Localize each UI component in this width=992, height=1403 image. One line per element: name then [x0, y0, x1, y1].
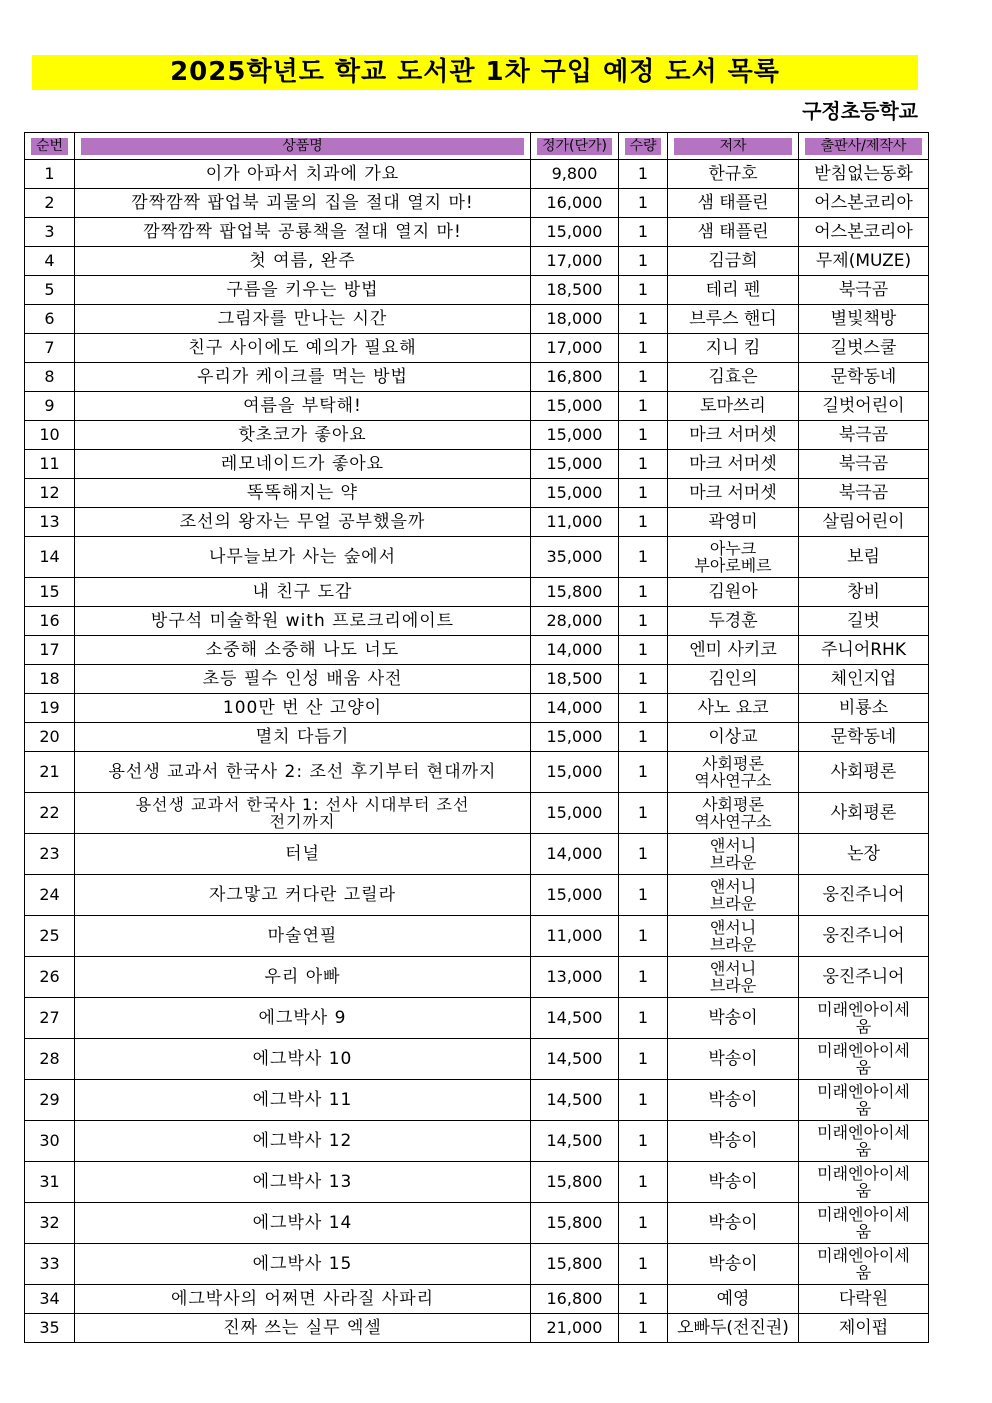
cell-author: 오빠두(전진권)	[668, 1314, 799, 1343]
cell-price: 14,000	[531, 694, 619, 723]
cell-quantity: 1	[619, 305, 668, 334]
cell-author: 브루스 핸디	[668, 305, 799, 334]
cell-author-line: 앤서니	[709, 959, 757, 978]
cell-publisher-line: 움	[855, 1058, 872, 1077]
cell-number: 14	[25, 537, 75, 578]
cell-publisher: 길벗스쿨	[799, 334, 929, 363]
cell-author	[668, 793, 799, 834]
cell-price: 15,000	[531, 450, 619, 479]
table-row	[25, 875, 929, 916]
cell-title: 용선생 교과서 한국사 2: 조선 후기부터 현대까지	[75, 752, 531, 793]
cell-quantity: 1	[619, 334, 668, 363]
header-publisher: 출판사/제작사	[799, 133, 929, 160]
cell-number: 10	[25, 421, 75, 450]
cell-price: 15,000	[531, 752, 619, 793]
document-title: 2025학년도 학교 도서관 1차 구입 예정 도서 목록	[170, 57, 780, 87]
cell-number: 33	[25, 1244, 75, 1285]
cell-number: 25	[25, 916, 75, 957]
school-name: 구정초등학교	[802, 99, 918, 123]
header-quantity: 수량	[619, 133, 668, 160]
cell-number: 13	[25, 508, 75, 537]
cell-publisher: 체인지업	[799, 665, 929, 694]
cell-title: 멸치 다듬기	[75, 723, 531, 752]
cell-publisher-line: 미래엔아이세	[817, 1041, 910, 1060]
cell-author: 김원아	[668, 578, 799, 607]
cell-author	[668, 537, 799, 578]
cell-price: 15,000	[531, 723, 619, 752]
table-row	[25, 421, 929, 450]
cell-author	[668, 875, 799, 916]
cell-number: 22	[25, 793, 75, 834]
cell-author-line: 앤서니	[709, 877, 757, 896]
cell-price: 15,000	[531, 392, 619, 421]
cell-publisher: 무제(MUZE)	[799, 247, 929, 276]
cell-title: 방구석 미술학원 with 프로크리에이트	[75, 607, 531, 636]
table-body	[25, 160, 929, 1343]
table-row	[25, 1285, 929, 1314]
cell-quantity: 1	[619, 957, 668, 998]
cell-title: 핫초코가 좋아요	[75, 421, 531, 450]
cell-number: 17	[25, 636, 75, 665]
cell-number: 7	[25, 334, 75, 363]
cell-title: 초등 필수 인성 배움 사전	[75, 665, 531, 694]
cell-quantity: 1	[619, 189, 668, 218]
cell-author-line: 브라운	[709, 935, 757, 954]
cell-publisher: 비룡소	[799, 694, 929, 723]
table-row	[25, 276, 929, 305]
cell-price: 15,800	[531, 1162, 619, 1203]
table-row	[25, 305, 929, 334]
cell-title: 마술연필	[75, 916, 531, 957]
cell-author: 박송이	[668, 1039, 799, 1080]
cell-quantity: 1	[619, 392, 668, 421]
cell-author-line: 역사연구소	[694, 812, 772, 831]
cell-author: 한규호	[668, 160, 799, 189]
cell-number: 2	[25, 189, 75, 218]
cell-number: 6	[25, 305, 75, 334]
cell-title: 에그박사 9	[75, 998, 531, 1039]
cell-title: 이가 아파서 치과에 가요	[75, 160, 531, 189]
cell-publisher-line: 움	[855, 1017, 872, 1036]
cell-price: 15,000	[531, 479, 619, 508]
book-list-table	[24, 132, 929, 1343]
cell-publisher: 제이펍	[799, 1314, 929, 1343]
cell-publisher: 사회평론	[799, 752, 929, 793]
cell-quantity: 1	[619, 276, 668, 305]
cell-quantity: 1	[619, 875, 668, 916]
cell-quantity: 1	[619, 723, 668, 752]
cell-publisher: 주니어RHK	[799, 636, 929, 665]
cell-quantity: 1	[619, 1314, 668, 1343]
cell-author: 마크 서머셋	[668, 421, 799, 450]
cell-price: 16,000	[531, 189, 619, 218]
cell-price: 15,000	[531, 793, 619, 834]
cell-author-line: 사회평론	[702, 795, 764, 814]
cell-title: 진짜 쓰는 실무 엑셀	[75, 1314, 531, 1343]
cell-publisher-line: 움	[855, 1099, 872, 1118]
cell-author: 박송이	[668, 1121, 799, 1162]
cell-quantity: 1	[619, 793, 668, 834]
cell-quantity: 1	[619, 916, 668, 957]
cell-publisher-line: 움	[855, 1222, 872, 1241]
cell-author	[668, 916, 799, 957]
cell-title: 레모네이드가 좋아요	[75, 450, 531, 479]
cell-author: 김효은	[668, 363, 799, 392]
table-row	[25, 723, 929, 752]
cell-price: 14,500	[531, 1039, 619, 1080]
cell-title: 100만 번 산 고양이	[75, 694, 531, 723]
cell-price: 11,000	[531, 508, 619, 537]
cell-number: 28	[25, 1039, 75, 1080]
cell-title: 에그박사 11	[75, 1080, 531, 1121]
cell-author: 엔미 사키코	[668, 636, 799, 665]
cell-number: 18	[25, 665, 75, 694]
header-title: 상품명	[75, 133, 531, 160]
table-row	[25, 916, 929, 957]
cell-title: 에그박사 12	[75, 1121, 531, 1162]
header-author: 저자	[668, 133, 799, 160]
cell-quantity: 1	[619, 1162, 668, 1203]
cell-author: 곽영미	[668, 508, 799, 537]
cell-price: 16,800	[531, 363, 619, 392]
cell-title: 우리 아빠	[75, 957, 531, 998]
cell-quantity: 1	[619, 1285, 668, 1314]
cell-publisher: 웅진주니어	[799, 875, 929, 916]
cell-price: 13,000	[531, 957, 619, 998]
cell-author: 마크 서머셋	[668, 450, 799, 479]
cell-author: 샘 태플린	[668, 189, 799, 218]
cell-publisher: 북극곰	[799, 450, 929, 479]
table-row	[25, 578, 929, 607]
cell-title: 나무늘보가 사는 숲에서	[75, 537, 531, 578]
table-row	[25, 218, 929, 247]
cell-publisher: 길벗어린이	[799, 392, 929, 421]
table-row	[25, 508, 929, 537]
cell-author: 두경훈	[668, 607, 799, 636]
cell-author: 샘 태플린	[668, 218, 799, 247]
cell-author: 지니 킴	[668, 334, 799, 363]
cell-price: 14,500	[531, 1121, 619, 1162]
table-row	[25, 160, 929, 189]
table-row	[25, 450, 929, 479]
cell-quantity: 1	[619, 636, 668, 665]
cell-title: 깜짝깜짝 팝업북 공룡책을 절대 열지 마!	[75, 218, 531, 247]
cell-title: 조선의 왕자는 무얼 공부했을까	[75, 508, 531, 537]
cell-price: 16,800	[531, 1285, 619, 1314]
table-row	[25, 834, 929, 875]
cell-price: 17,000	[531, 247, 619, 276]
cell-author: 박송이	[668, 1203, 799, 1244]
cell-number: 26	[25, 957, 75, 998]
cell-publisher	[799, 1244, 929, 1285]
cell-number: 31	[25, 1162, 75, 1203]
cell-title: 에그박사 14	[75, 1203, 531, 1244]
cell-title: 내 친구 도감	[75, 578, 531, 607]
cell-author: 김금희	[668, 247, 799, 276]
cell-price: 15,000	[531, 875, 619, 916]
table-row	[25, 665, 929, 694]
cell-title: 첫 여름, 완주	[75, 247, 531, 276]
cell-title: 에그박사 10	[75, 1039, 531, 1080]
cell-author-line: 역사연구소	[694, 771, 772, 790]
cell-quantity: 1	[619, 421, 668, 450]
cell-quantity: 1	[619, 160, 668, 189]
cell-publisher: 다락원	[799, 1285, 929, 1314]
cell-title: 구름을 키우는 방법	[75, 276, 531, 305]
cell-author: 박송이	[668, 998, 799, 1039]
cell-author	[668, 752, 799, 793]
cell-title: 똑똑해지는 약	[75, 479, 531, 508]
cell-price: 18,500	[531, 276, 619, 305]
cell-number: 20	[25, 723, 75, 752]
cell-price: 18,000	[531, 305, 619, 334]
cell-price: 15,800	[531, 1244, 619, 1285]
cell-title: 터널	[75, 834, 531, 875]
table-header-row	[25, 133, 929, 160]
cell-quantity: 1	[619, 450, 668, 479]
cell-price: 17,000	[531, 334, 619, 363]
cell-author-line: 브라운	[709, 976, 757, 995]
cell-quantity: 1	[619, 363, 668, 392]
cell-quantity: 1	[619, 694, 668, 723]
cell-title-line: 전기까지	[269, 812, 336, 831]
table-row	[25, 1244, 929, 1285]
table-row	[25, 607, 929, 636]
cell-publisher: 문학동네	[799, 363, 929, 392]
cell-price: 15,800	[531, 578, 619, 607]
cell-title: 자그맣고 커다란 고릴라	[75, 875, 531, 916]
table-row	[25, 694, 929, 723]
cell-author: 이상교	[668, 723, 799, 752]
cell-quantity: 1	[619, 1039, 668, 1080]
cell-publisher-line: 미래엔아이세	[817, 1246, 910, 1265]
cell-price: 14,500	[531, 998, 619, 1039]
cell-author	[668, 957, 799, 998]
table-row	[25, 636, 929, 665]
cell-publisher: 어스본코리아	[799, 189, 929, 218]
cell-publisher-line: 움	[855, 1181, 872, 1200]
cell-price: 15,000	[531, 421, 619, 450]
table-row	[25, 1080, 929, 1121]
table-row	[25, 957, 929, 998]
cell-quantity: 1	[619, 665, 668, 694]
table-row	[25, 1314, 929, 1343]
table-row	[25, 537, 929, 578]
cell-title: 친구 사이에도 예의가 필요해	[75, 334, 531, 363]
cell-number: 27	[25, 998, 75, 1039]
cell-number: 29	[25, 1080, 75, 1121]
cell-price: 11,000	[531, 916, 619, 957]
cell-author: 테리 펜	[668, 276, 799, 305]
cell-quantity: 1	[619, 1080, 668, 1121]
cell-price: 35,000	[531, 537, 619, 578]
cell-quantity: 1	[619, 508, 668, 537]
cell-publisher: 사회평론	[799, 793, 929, 834]
cell-publisher: 길벗	[799, 607, 929, 636]
cell-publisher: 보림	[799, 537, 929, 578]
table-row	[25, 392, 929, 421]
cell-publisher-line: 미래엔아이세	[817, 1123, 910, 1142]
cell-author: 김인의	[668, 665, 799, 694]
cell-quantity: 1	[619, 1121, 668, 1162]
cell-quantity: 1	[619, 998, 668, 1039]
cell-number: 16	[25, 607, 75, 636]
cell-publisher-line: 미래엔아이세	[817, 1000, 910, 1019]
table-row	[25, 752, 929, 793]
table-row	[25, 793, 929, 834]
cell-publisher	[799, 998, 929, 1039]
table-row	[25, 479, 929, 508]
cell-quantity: 1	[619, 1244, 668, 1285]
table-row	[25, 1121, 929, 1162]
table-row	[25, 334, 929, 363]
cell-number: 4	[25, 247, 75, 276]
cell-author: 박송이	[668, 1162, 799, 1203]
cell-publisher: 받침없는동화	[799, 160, 929, 189]
cell-number: 1	[25, 160, 75, 189]
cell-price: 14,000	[531, 636, 619, 665]
cell-quantity: 1	[619, 578, 668, 607]
cell-publisher	[799, 1203, 929, 1244]
cell-author-line: 앤서니	[709, 918, 757, 937]
cell-price: 14,000	[531, 834, 619, 875]
cell-quantity: 1	[619, 1203, 668, 1244]
cell-title: 소중해 소중해 나도 너도	[75, 636, 531, 665]
cell-quantity: 1	[619, 752, 668, 793]
cell-number: 30	[25, 1121, 75, 1162]
cell-author: 마크 서머셋	[668, 479, 799, 508]
cell-publisher-line: 움	[855, 1140, 872, 1159]
cell-publisher: 논장	[799, 834, 929, 875]
cell-quantity: 1	[619, 834, 668, 875]
cell-quantity: 1	[619, 537, 668, 578]
cell-author: 예영	[668, 1285, 799, 1314]
cell-number: 3	[25, 218, 75, 247]
cell-publisher	[799, 1121, 929, 1162]
table-row	[25, 1039, 929, 1080]
cell-publisher-line: 미래엔아이세	[817, 1082, 910, 1101]
cell-number: 9	[25, 392, 75, 421]
cell-price: 18,500	[531, 665, 619, 694]
cell-publisher: 별빛책방	[799, 305, 929, 334]
cell-author: 사노 요코	[668, 694, 799, 723]
cell-title: 에그박사 15	[75, 1244, 531, 1285]
cell-title	[75, 793, 531, 834]
cell-publisher: 북극곰	[799, 276, 929, 305]
cell-author-line: 앤서니	[709, 836, 757, 855]
cell-price: 14,500	[531, 1080, 619, 1121]
cell-price: 15,000	[531, 218, 619, 247]
cell-quantity: 1	[619, 479, 668, 508]
cell-author: 박송이	[668, 1080, 799, 1121]
cell-publisher	[799, 1162, 929, 1203]
cell-price: 9,800	[531, 160, 619, 189]
cell-publisher-line: 움	[855, 1263, 872, 1282]
cell-publisher: 북극곰	[799, 421, 929, 450]
cell-number: 11	[25, 450, 75, 479]
header-number: 순번	[25, 133, 75, 160]
cell-number: 19	[25, 694, 75, 723]
cell-publisher: 북극곰	[799, 479, 929, 508]
cell-title-line: 용선생 교과서 한국사 1: 선사 시대부터 조선	[135, 795, 470, 814]
cell-number: 34	[25, 1285, 75, 1314]
cell-publisher: 살림어린이	[799, 508, 929, 537]
cell-publisher: 웅진주니어	[799, 916, 929, 957]
cell-author: 박송이	[668, 1244, 799, 1285]
cell-publisher	[799, 1080, 929, 1121]
cell-price: 15,800	[531, 1203, 619, 1244]
cell-author-line: 브라운	[709, 853, 757, 872]
cell-publisher: 문학동네	[799, 723, 929, 752]
table-row	[25, 189, 929, 218]
cell-title: 에그박사 13	[75, 1162, 531, 1203]
cell-publisher: 웅진주니어	[799, 957, 929, 998]
cell-number: 15	[25, 578, 75, 607]
cell-title: 깜짝깜짝 팝업북 괴물의 집을 절대 열지 마!	[75, 189, 531, 218]
cell-number: 35	[25, 1314, 75, 1343]
cell-number: 21	[25, 752, 75, 793]
cell-price: 28,000	[531, 607, 619, 636]
table-row	[25, 998, 929, 1039]
cell-number: 8	[25, 363, 75, 392]
cell-title: 우리가 케이크를 먹는 방법	[75, 363, 531, 392]
table-row	[25, 247, 929, 276]
cell-quantity: 1	[619, 247, 668, 276]
table-row	[25, 1203, 929, 1244]
cell-author-line: 아누크	[709, 539, 757, 558]
cell-number: 5	[25, 276, 75, 305]
table-row	[25, 363, 929, 392]
cell-author-line: 브라운	[709, 894, 757, 913]
cell-number: 12	[25, 479, 75, 508]
cell-number: 32	[25, 1203, 75, 1244]
cell-title: 그림자를 만나는 시간	[75, 305, 531, 334]
cell-author: 토마쓰리	[668, 392, 799, 421]
cell-publisher-line: 미래엔아이세	[817, 1164, 910, 1183]
cell-author-line: 부아로베르	[694, 556, 772, 575]
cell-title: 여름을 부탁해!	[75, 392, 531, 421]
cell-quantity: 1	[619, 607, 668, 636]
table-row	[25, 1162, 929, 1203]
cell-number: 23	[25, 834, 75, 875]
cell-publisher-line: 미래엔아이세	[817, 1205, 910, 1224]
cell-publisher	[799, 1039, 929, 1080]
cell-author	[668, 834, 799, 875]
cell-number: 24	[25, 875, 75, 916]
cell-author-line: 사회평론	[702, 754, 764, 773]
header-price: 정가(단가)	[531, 133, 619, 160]
cell-publisher: 창비	[799, 578, 929, 607]
cell-quantity: 1	[619, 218, 668, 247]
cell-title: 에그박사의 어쩌면 사라질 사파리	[75, 1285, 531, 1314]
cell-price: 21,000	[531, 1314, 619, 1343]
cell-publisher: 어스본코리아	[799, 218, 929, 247]
